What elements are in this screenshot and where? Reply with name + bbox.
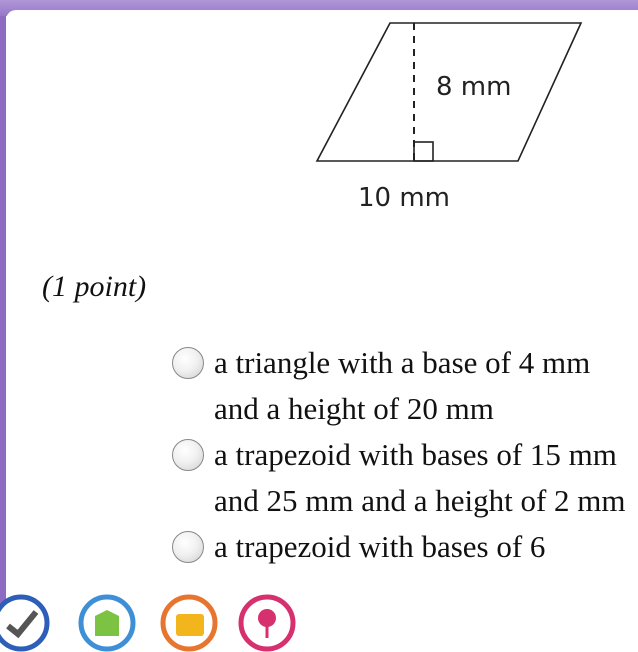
tool-dock — [0, 588, 320, 628]
answer-option-1[interactable] — [172, 340, 632, 432]
radio-button-3[interactable] — [172, 531, 204, 563]
right-angle-marker — [414, 142, 433, 161]
pin-icon[interactable] — [238, 594, 296, 652]
answer-option-3[interactable] — [172, 524, 632, 570]
base-label: 10 mm — [358, 183, 451, 213]
option-text-2: a trapezoid with bases of 15 mm and 25 mm and a height of 2 mm — [214, 437, 626, 518]
option-text-3: a trapezoid with bases of 6 — [214, 529, 546, 564]
points-label: (1 point) — [42, 270, 147, 303]
book-icon[interactable] — [78, 594, 136, 652]
checkmark-icon[interactable] — [0, 594, 50, 652]
height-label: 8 mm — [436, 72, 512, 102]
radio-button-1[interactable] — [172, 347, 204, 379]
folder-icon[interactable] — [160, 594, 218, 652]
answer-option-2[interactable] — [172, 432, 632, 524]
option-text-1: a triangle with a base of 4 mm and a height of 20 mm — [214, 345, 591, 426]
answer-options — [172, 340, 632, 570]
radio-button-2[interactable] — [172, 439, 204, 471]
parallelogram-figure — [6, 10, 638, 240]
